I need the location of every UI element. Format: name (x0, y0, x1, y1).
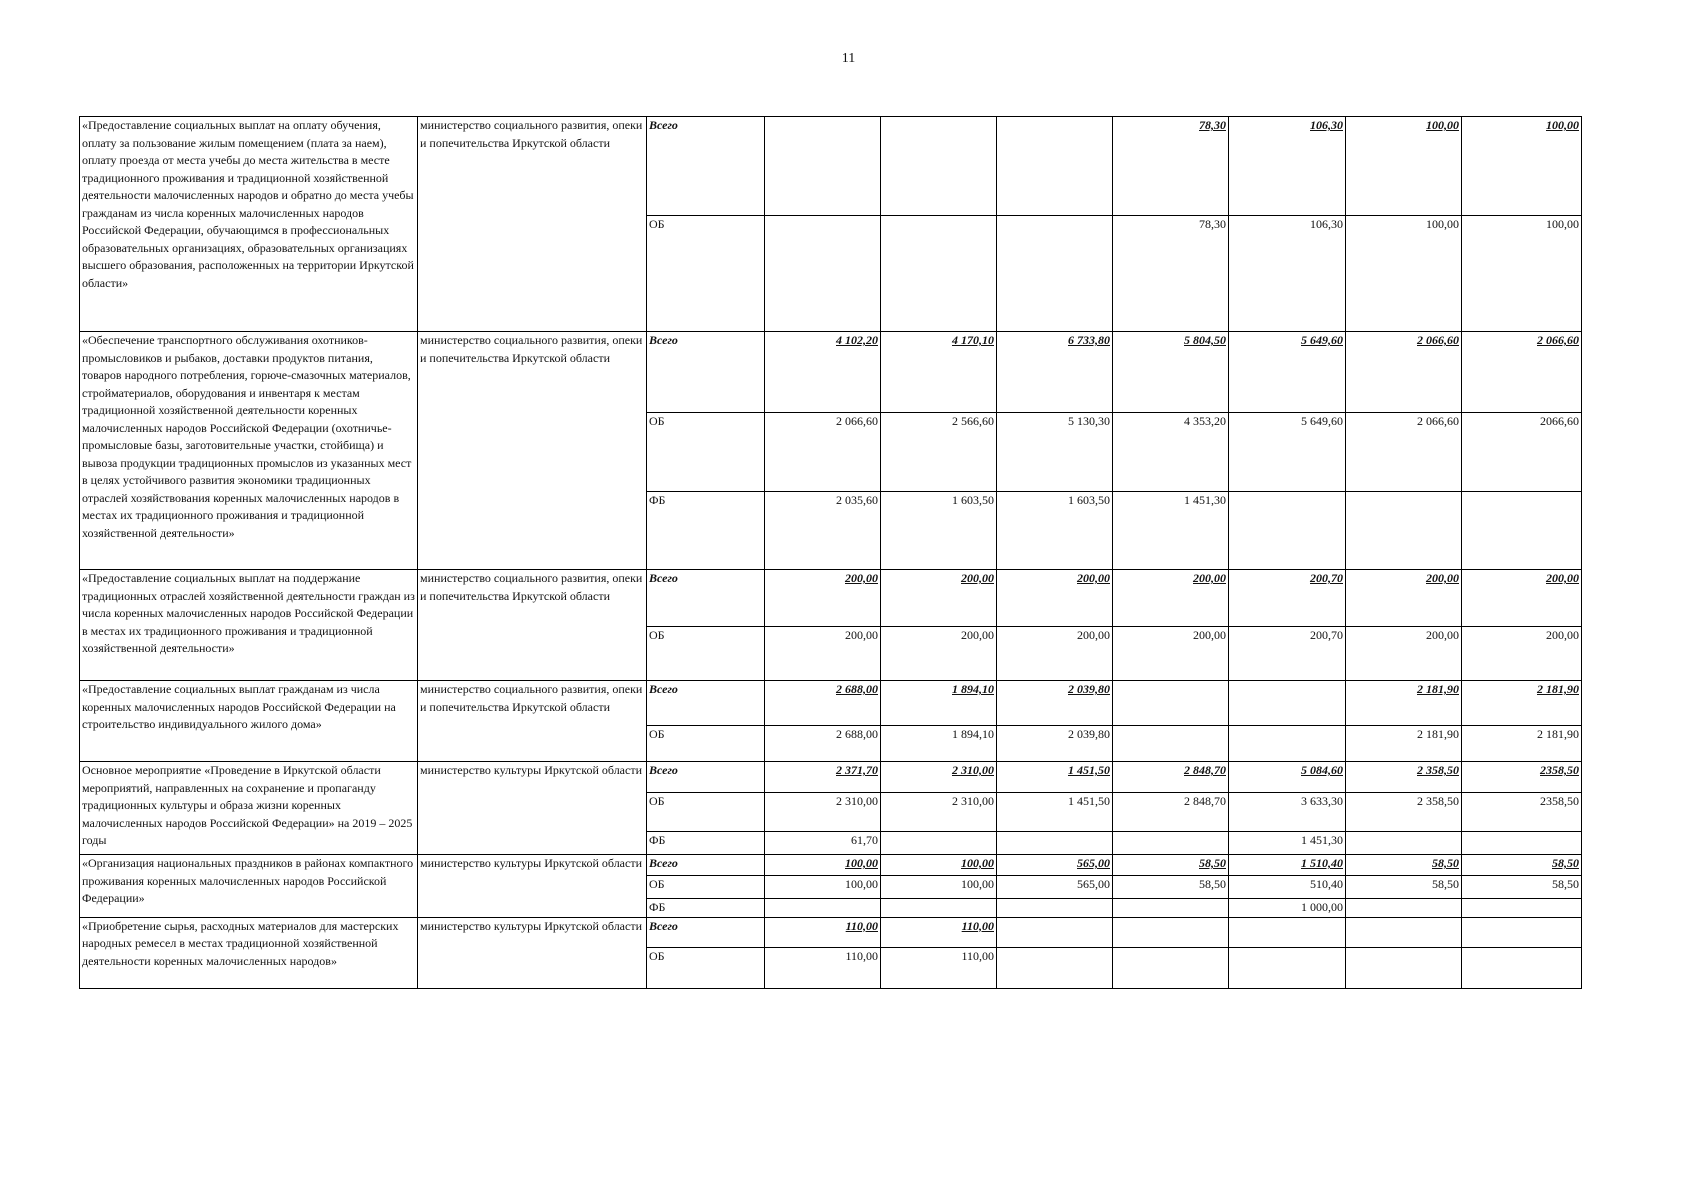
funding-value (1113, 681, 1229, 726)
funding-value: 58,50 (1462, 855, 1582, 876)
funding-value (1113, 832, 1229, 855)
funding-value: 61,70 (765, 832, 881, 855)
funding-value: 2066,60 (1462, 413, 1582, 492)
funding-value: 2 181,90 (1462, 726, 1582, 762)
funding-value: 106,30 (1229, 216, 1346, 332)
funding-value: 100,00 (1462, 216, 1582, 332)
funding-value: 100,00 (881, 876, 997, 899)
responsible-executor: министерство социального развития, опеки и попечительства Иркутской области (418, 117, 647, 332)
funding-value (1229, 681, 1346, 726)
table-row (80, 117, 1582, 216)
funding-source: Всего (647, 117, 765, 216)
event-description: «Обеспечение транспортного обслуживания охотников-промысловиков и рыбаков, доставки продуктов питания, товаров народного потребления, горюче-смазочных материалов, стройматериалов, оборудования и инвентаря к местам традиционной хозяйственной деятельности коренных малочисленных народов Российской Федерации (охотничье-промысловые базы, заготовительные участки, стойбища) и вывоза продукции традиционных промыслов из указанных мест в целях устойчивого развития экономики традиционных отраслей хозяйствования коренных малочисленных народов в местах их традиционного проживания и традиционной хозяйственной деятельности» (80, 332, 418, 570)
funding-value: 2 066,60 (765, 413, 881, 492)
funding-value (881, 899, 997, 918)
funding-value: 1 000,00 (1229, 899, 1346, 918)
funding-value: 200,70 (1229, 570, 1346, 627)
funding-value (997, 917, 1113, 947)
event-description: Основное мероприятие «Проведение в Иркутской области мероприятий, направленных на сохранение и пропаганду традиционных культуры и образа жизни коренных малочисленных народов Российской Федерации» на 2019 – 2025 годы (80, 762, 418, 855)
funding-value: 4 353,20 (1113, 413, 1229, 492)
funding-value: 100,00 (765, 876, 881, 899)
funding-value: 100,00 (881, 855, 997, 876)
funding-value (881, 216, 997, 332)
table-row (80, 762, 1582, 793)
funding-value: 1 894,10 (881, 681, 997, 726)
funding-value (997, 216, 1113, 332)
funding-value (997, 947, 1113, 988)
funding-value: 100,00 (1462, 117, 1582, 216)
responsible-executor: министерство социального развития, опеки и попечительства Иркутской области (418, 570, 647, 681)
funding-value: 1 451,30 (1113, 492, 1229, 570)
funding-source: Всего (647, 917, 765, 947)
funding-source: ОБ (647, 216, 765, 332)
funding-value (1346, 947, 1462, 988)
funding-value: 2 039,80 (997, 681, 1113, 726)
funding-value (1346, 917, 1462, 947)
event-description: «Предоставление социальных выплат на оплату обучения, оплату за пользование жилым помещением (плата за наем), оплату проезда от места учебы до места жительства в месте традиционного проживания и традиционной хозяйственной деятельности малочисленных народов и обратно до места учебы гражданам из числа коренных малочисленных народов Российской Федерации, обучающимся в профессиональных образовательных организациях, образовательных организациях высшего образования, расположенных на территории Иркутской области» (80, 117, 418, 332)
funding-value: 100,00 (765, 855, 881, 876)
funding-value (1229, 492, 1346, 570)
funding-value: 1 603,50 (997, 492, 1113, 570)
funding-value (1346, 899, 1462, 918)
funding-value (765, 117, 881, 216)
funding-value: 1 451,30 (1229, 832, 1346, 855)
funding-source: Всего (647, 762, 765, 793)
event-description: «Организация национальных праздников в районах компактного проживания коренных малочисленных народов Российской Федерации» (80, 855, 418, 918)
funding-value: 6 733,80 (997, 332, 1113, 413)
funding-value: 2 066,60 (1346, 332, 1462, 413)
funding-value: 2 688,00 (765, 681, 881, 726)
funding-value: 110,00 (765, 917, 881, 947)
funding-value (1462, 917, 1582, 947)
funding-source: Всего (647, 332, 765, 413)
responsible-executor: министерство социального развития, опеки и попечительства Иркутской области (418, 681, 647, 762)
funding-value: 5 649,60 (1229, 413, 1346, 492)
funding-source: ФБ (647, 899, 765, 918)
funding-value: 2 848,70 (1113, 762, 1229, 793)
funding-source: ОБ (647, 793, 765, 832)
funding-value: 58,50 (1113, 876, 1229, 899)
funding-value: 200,00 (1346, 570, 1462, 627)
funding-source: Всего (647, 681, 765, 726)
funding-value: 4 170,10 (881, 332, 997, 413)
budget-table (79, 116, 1582, 989)
funding-value (997, 832, 1113, 855)
funding-value: 2358,50 (1462, 793, 1582, 832)
funding-value: 510,40 (1229, 876, 1346, 899)
funding-value: 200,00 (1113, 570, 1229, 627)
funding-value (1113, 947, 1229, 988)
page-number: 11 (841, 51, 856, 66)
funding-value: 565,00 (997, 855, 1113, 876)
event-description: «Предоставление социальных выплат на поддержание традиционных отраслей хозяйственной деятельности граждан из числа коренных малочисленных народов Российской Федерации в местах их традиционного проживания и традиционной хозяйственной деятельности» (80, 570, 418, 681)
funding-value: 106,30 (1229, 117, 1346, 216)
funding-value: 2 358,50 (1346, 762, 1462, 793)
funding-value (1229, 947, 1346, 988)
funding-value (1346, 832, 1462, 855)
funding-value (1113, 726, 1229, 762)
funding-source: ОБ (647, 627, 765, 681)
funding-value (997, 117, 1113, 216)
table-row (80, 855, 1582, 876)
funding-value: 110,00 (765, 947, 881, 988)
funding-value: 4 102,20 (765, 332, 881, 413)
funding-value (1462, 899, 1582, 918)
funding-value: 110,00 (881, 947, 997, 988)
funding-value (765, 899, 881, 918)
funding-value: 2 066,60 (1462, 332, 1582, 413)
funding-value: 200,00 (765, 570, 881, 627)
table-row (80, 681, 1582, 726)
table-row (80, 332, 1582, 413)
funding-value: 2 688,00 (765, 726, 881, 762)
funding-source: ОБ (647, 413, 765, 492)
event-description: «Приобретение сырья, расходных материалов для мастерских народных ремесел в местах традиционной хозяйственной деятельности коренных малочисленных народов» (80, 917, 418, 988)
funding-source: ОБ (647, 876, 765, 899)
funding-value: 2 358,50 (1346, 793, 1462, 832)
funding-value (1346, 492, 1462, 570)
funding-value: 1 451,50 (997, 793, 1113, 832)
funding-value: 200,00 (1346, 627, 1462, 681)
funding-value: 2 566,60 (881, 413, 997, 492)
table-row (80, 917, 1582, 947)
funding-value: 2 310,00 (881, 793, 997, 832)
funding-value (765, 216, 881, 332)
funding-value: 110,00 (881, 917, 997, 947)
funding-value: 5 804,50 (1113, 332, 1229, 413)
funding-value (1462, 947, 1582, 988)
funding-source: ОБ (647, 726, 765, 762)
funding-value: 200,00 (1462, 627, 1582, 681)
funding-value: 2 039,80 (997, 726, 1113, 762)
funding-value: 200,00 (997, 570, 1113, 627)
funding-value (1229, 726, 1346, 762)
responsible-executor: министерство культуры Иркутской области (418, 917, 647, 988)
funding-value: 58,50 (1113, 855, 1229, 876)
funding-value: 5 084,60 (1229, 762, 1346, 793)
funding-value: 2 066,60 (1346, 413, 1462, 492)
funding-source: Всего (647, 570, 765, 627)
funding-source: ФБ (647, 832, 765, 855)
funding-value: 1 510,40 (1229, 855, 1346, 876)
funding-value: 78,30 (1113, 216, 1229, 332)
funding-value: 200,70 (1229, 627, 1346, 681)
funding-source: ОБ (647, 947, 765, 988)
funding-value: 200,00 (997, 627, 1113, 681)
responsible-executor: министерство социального развития, опеки и попечительства Иркутской области (418, 332, 647, 570)
funding-value (881, 832, 997, 855)
funding-value: 2 848,70 (1113, 793, 1229, 832)
funding-value: 100,00 (1346, 216, 1462, 332)
funding-value: 1 603,50 (881, 492, 997, 570)
funding-value: 200,00 (765, 627, 881, 681)
funding-value (1113, 917, 1229, 947)
funding-value: 58,50 (1346, 876, 1462, 899)
funding-value: 2 371,70 (765, 762, 881, 793)
funding-value: 2 181,90 (1346, 726, 1462, 762)
funding-value: 100,00 (1346, 117, 1462, 216)
funding-value: 3 633,30 (1229, 793, 1346, 832)
funding-value: 565,00 (997, 876, 1113, 899)
funding-value: 200,00 (881, 570, 997, 627)
funding-value (1229, 917, 1346, 947)
funding-value: 2 035,60 (765, 492, 881, 570)
responsible-executor: министерство культуры Иркутской области (418, 762, 647, 855)
funding-value: 58,50 (1462, 876, 1582, 899)
funding-source: Всего (647, 855, 765, 876)
funding-value (1462, 832, 1582, 855)
funding-value: 1 894,10 (881, 726, 997, 762)
funding-value: 2 181,90 (1462, 681, 1582, 726)
funding-source: ФБ (647, 492, 765, 570)
responsible-executor: министерство культуры Иркутской области (418, 855, 647, 918)
funding-value: 200,00 (1113, 627, 1229, 681)
funding-value: 200,00 (1462, 570, 1582, 627)
funding-value (1113, 899, 1229, 918)
table-row (80, 570, 1582, 627)
funding-value: 1 451,50 (997, 762, 1113, 793)
funding-value: 5 130,30 (997, 413, 1113, 492)
funding-value: 78,30 (1113, 117, 1229, 216)
event-description: «Предоставление социальных выплат гражданам из числа коренных малочисленных народов Российской Федерации на строительство индивидуального жилого дома» (80, 681, 418, 762)
funding-value: 2 181,90 (1346, 681, 1462, 726)
funding-value: 2 310,00 (765, 793, 881, 832)
funding-value: 2 310,00 (881, 762, 997, 793)
funding-value (1462, 492, 1582, 570)
funding-value: 5 649,60 (1229, 332, 1346, 413)
funding-value (997, 899, 1113, 918)
funding-value: 200,00 (881, 627, 997, 681)
funding-value: 2358,50 (1462, 762, 1582, 793)
funding-value: 58,50 (1346, 855, 1462, 876)
funding-value (881, 117, 997, 216)
